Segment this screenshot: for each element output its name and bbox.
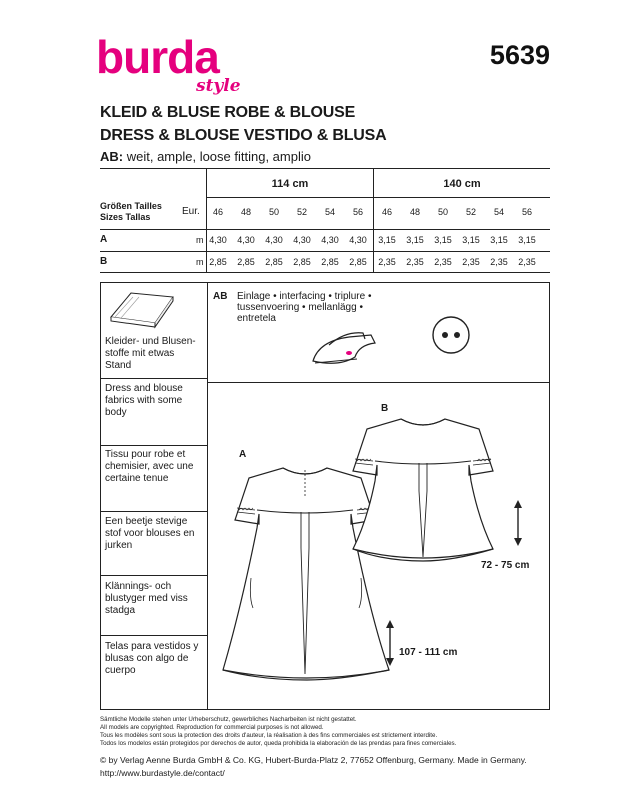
blouse-b-drawing: [333, 411, 533, 571]
pattern-info-panel: [100, 282, 550, 710]
length-measure-b: 72 - 75 cm: [481, 560, 530, 571]
fabric-width-140: 140 cm: [443, 178, 481, 190]
table-cell: 4,30: [349, 235, 367, 245]
table-cell: 2,35: [406, 257, 424, 267]
view-b-label: B: [381, 403, 389, 414]
fit-text: weit, ample, loose fitting, amplio: [123, 149, 311, 164]
table-cell: 4,30: [209, 235, 227, 245]
table-cell: 2,85: [209, 257, 227, 267]
fabric-desc-fr: Tissu pour robe et chemisier, avec une certaine tenue: [105, 449, 194, 484]
fabric-desc-de: Kleider- und Blusen-stoffe mit etwas Stand: [105, 336, 196, 371]
table-cell: 2,85: [321, 257, 339, 267]
table-cell: 2,85: [237, 257, 255, 267]
logo-subtext: style: [196, 76, 241, 96]
table-cell: 3,15: [518, 235, 536, 245]
table-cell: 4,30: [265, 235, 283, 245]
notions-text: [213, 291, 403, 324]
legal-line-fr: Tous les modèles sont sous la protection des droits d'auteur, la réalisation à des fins commerciales est strictement interdite.: [100, 732, 438, 739]
table-cell: 3,15: [378, 235, 396, 245]
table-cell: 3,15: [406, 235, 424, 245]
table-cell: 3,15: [462, 235, 480, 245]
size-header: 46: [381, 207, 392, 217]
contact-url[interactable]: http://www.burdastyle.de/contact/: [100, 768, 225, 778]
length-measure-a: 107 - 111 cm: [399, 647, 458, 658]
pattern-number: 5639: [489, 40, 550, 70]
size-label-1: Größen Tailles: [100, 201, 162, 211]
fabric-desc-en: Dress and blouse fabrics with some body: [105, 383, 183, 418]
row-label-b: B: [100, 256, 108, 267]
size-header: 48: [409, 207, 420, 217]
fabric-desc-sv: Klännings- och blustyger med viss stadga: [105, 581, 188, 616]
fit-label: AB:: [100, 149, 124, 164]
table-cell: 4,30: [321, 235, 339, 245]
fabric-swatch-icon: [107, 287, 177, 333]
legal-line-en: All models are copyrighted. Reproduction for commercial purposes is not allowed.: [100, 724, 324, 731]
unit-label: m: [196, 235, 204, 245]
size-header: 54: [324, 207, 335, 217]
legal-notice: [100, 716, 560, 748]
fit-description: [100, 149, 311, 164]
size-header: 56: [352, 207, 363, 217]
table-cell: 2,85: [293, 257, 311, 267]
notions-label: AB: [213, 291, 228, 302]
length-arrow-a-icon: [383, 618, 397, 668]
size-header: 52: [296, 207, 307, 217]
copyright-line: © by Verlag Aenne Burda GmbH & Co. KG, Hubert-Burda-Platz 2, 77652 Offenburg, Germany. Made in Germany.: [100, 755, 527, 765]
table-cell: 2,35: [378, 257, 396, 267]
size-header: 48: [240, 207, 251, 217]
button-icon: [429, 313, 473, 357]
table-cell: 2,35: [434, 257, 452, 267]
length-arrow-b-icon: [511, 498, 525, 548]
size-header: 50: [268, 207, 279, 217]
table-cell: 2,85: [349, 257, 367, 267]
legal-line-de: Sämtliche Modelle stehen unter Urheberschutz, gewerbliches Nacharbeiten ist nicht gestattet.: [100, 716, 357, 723]
table-cell: 4,30: [237, 235, 255, 245]
notions-description: Einlage • interfacing • triplure • tussenvoering • mellanlägg • entretela: [237, 291, 372, 324]
table-cell: 4,30: [293, 235, 311, 245]
iron-icon: [309, 323, 379, 371]
size-header: 52: [465, 207, 476, 217]
fabric-width-114: 114 cm: [271, 178, 309, 190]
table-cell: 2,35: [490, 257, 508, 267]
title-line-1: KLEID & BLUSE ROBE & BLOUSE: [100, 104, 356, 121]
legal-line-es: Todos los modelos están protegidos por derechos de autor, queda prohibida la elaboración de las prendas para fines comerciales.: [100, 740, 457, 747]
burda-style-logo: [96, 31, 241, 96]
table-cell: 2,35: [518, 257, 536, 267]
size-header: 56: [521, 207, 532, 217]
eur-label: Eur.: [182, 206, 200, 217]
fabric-desc-es: Telas para vestidos y blusas con algo de cuerpo: [105, 641, 199, 676]
table-cell: 3,15: [490, 235, 508, 245]
row-label-a: A: [100, 234, 108, 245]
view-a-label: A: [239, 449, 247, 460]
title-line-2: DRESS & BLOUSE VESTIDO & BLUSA: [100, 127, 387, 144]
logo-wordmark: burda: [96, 31, 219, 83]
unit-label: m: [196, 257, 204, 267]
table-cell: 2,85: [265, 257, 283, 267]
fabric-desc-nl: Een beetje stevige stof voor blouses en jurken: [105, 516, 195, 551]
size-header: 54: [493, 207, 504, 217]
table-cell: 3,15: [434, 235, 452, 245]
size-header: 50: [437, 207, 448, 217]
size-label-2: Sizes Tallas: [100, 212, 151, 222]
fabric-requirements-table: [100, 168, 550, 272]
table-cell: 2,35: [462, 257, 480, 267]
size-header: 46: [212, 207, 223, 217]
